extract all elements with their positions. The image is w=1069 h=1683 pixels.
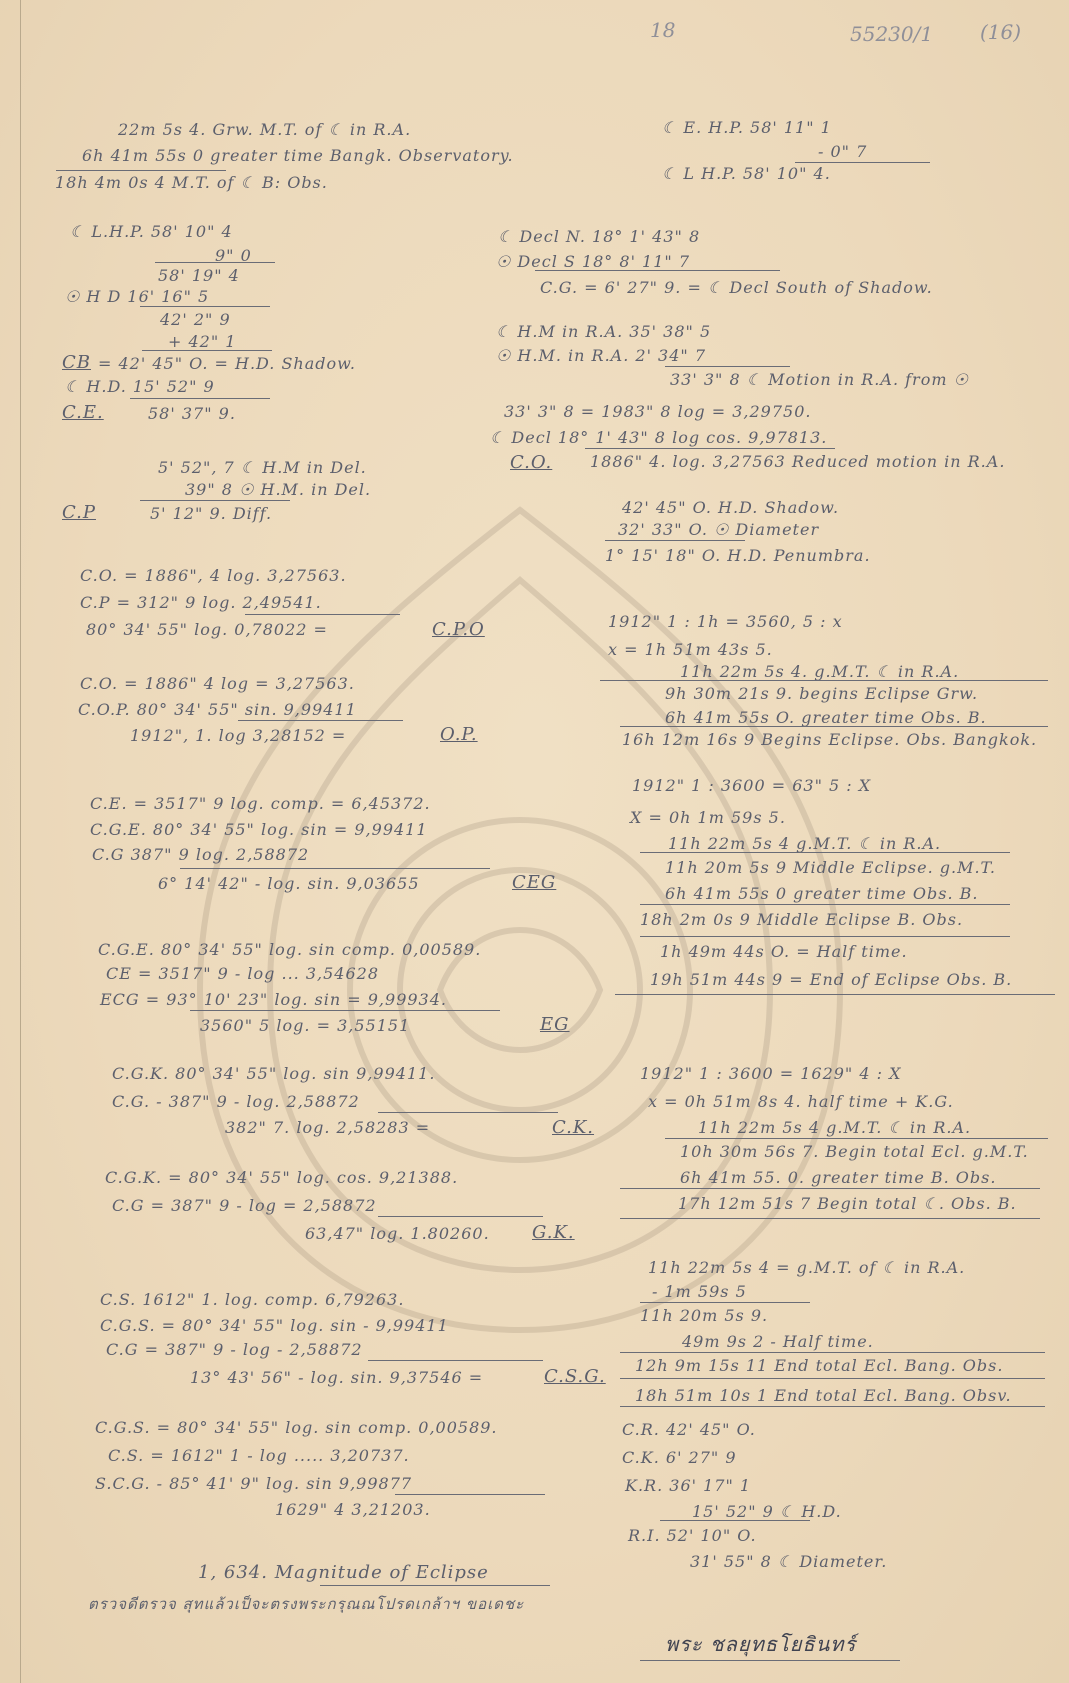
text-line: 6° 14' 42" - log. sin. 9,03655 — [158, 874, 420, 893]
text-line: 9h 30m 21s 9. begins Eclipse Grw. — [665, 684, 979, 703]
text-line: 1912" 1 : 3600 = 1629" 4 : X — [640, 1064, 902, 1083]
text-line: 63,47" log. 1.80260. — [305, 1224, 490, 1243]
text-line: C.G. - 387" 9 - log. 2,58872 — [112, 1092, 360, 1111]
text-line: ☾ L.H.P. 58' 10" 4 — [70, 222, 233, 241]
text-line: C.O. = 1886" 4 log = 3,27563. — [80, 674, 355, 693]
underline — [615, 994, 1055, 995]
text-line: C.G = 387" 9 - log = 2,58872 — [112, 1196, 377, 1215]
text-line: 80° 34' 55" log. 0,78022 = — [86, 620, 328, 639]
text-line: 1886" 4. log. 3,27563 Reduced motion in R.A. — [590, 452, 1006, 471]
underline — [605, 540, 745, 541]
text-line: 1° 15' 18" O. H.D. Penumbra. — [605, 546, 871, 565]
text-line: 49m 9s 2 - Half time. — [682, 1332, 874, 1351]
text-line: 11h 22m 5s 4. g.M.T. ☾ in R.A. — [680, 662, 960, 681]
underline — [368, 1360, 543, 1361]
text-line: 15' 52" 9 ☾ H.D. — [692, 1502, 842, 1521]
text-line: 5' 12" 9. Diff. — [150, 504, 273, 523]
label-eg: EG — [540, 1014, 570, 1035]
text-line: 33' 3" 8 ☾ Motion in R.A. from ☉ — [670, 370, 969, 389]
underline — [620, 1378, 1045, 1379]
text-line: C.G.K. = 80° 34' 55" log. cos. 9,21388. — [105, 1168, 459, 1187]
margin-rule — [20, 0, 21, 1683]
label-cpo: C.P.O — [432, 619, 485, 640]
text-line: 31' 55" 8 ☾ Diameter. — [690, 1552, 888, 1571]
label-ck: C.K. — [552, 1117, 595, 1138]
underline — [535, 270, 780, 271]
text-line: 1912", 1. log 3,28152 = — [130, 726, 347, 745]
underline — [620, 1188, 1040, 1189]
text-line: 5' 52", 7 ☾ H.M in Del. — [158, 458, 367, 477]
text-line: C.G.K. 80° 34' 55" log. sin 9,99411. — [112, 1064, 436, 1083]
text-line: - 0" 7 — [818, 142, 868, 161]
text-line: C.O. = 1886", 4 log. 3,27563. — [80, 566, 347, 585]
thai-note: ตรวจดีตรวจ สุทแล้วเป็จะตรงพระกรุณณโปรดเกล้าฯ ขอเดชะ — [88, 1595, 525, 1613]
text-line: C.G 387" 9 log. 2,58872 — [92, 845, 310, 864]
text-line: 19h 51m 44s 9 = End of Eclipse Obs. B. — [650, 970, 1013, 989]
text-line: ☉ H.M. in R.A. 2' 34" 7 — [496, 346, 707, 365]
text-line: 3560" 5 log. = 3,55151 — [200, 1016, 411, 1035]
text-line: 18h 51m 10s 1 End total Ecl. Bang. Obsv. — [635, 1386, 1012, 1405]
text-line: + 42" 1 — [168, 332, 237, 351]
text-line: ☾ L H.P. 58' 10" 4. — [662, 164, 831, 183]
text-line: 10h 30m 56s 7. Begin total Ecl. g.M.T. — [680, 1142, 1029, 1161]
text-line: ☾ Decl 18° 1' 43" 8 log cos. 9,97813. — [490, 428, 828, 447]
label-co: C.O. — [510, 452, 553, 473]
text-line: 1912" 1 : 1h = 3560, 5 : x — [608, 612, 843, 631]
sheet-number: 18 — [650, 18, 676, 42]
underline — [378, 1112, 558, 1113]
text-line: 6h 41m 55s 0 greater time Obs. B. — [665, 884, 979, 903]
underline — [190, 1010, 500, 1011]
text-line: C.G.E. 80° 34' 55" log. sin = 9,99411 — [90, 820, 428, 839]
text-line: 1h 49m 44s O. = Half time. — [660, 942, 908, 961]
underline — [665, 366, 790, 367]
text-line: 18h 4m 0s 4 M.T. of ☾ B: Obs. — [55, 173, 328, 192]
text-line: ☉ Decl S 18° 8' 11" 7 — [496, 252, 691, 271]
text-line: 13° 43' 56" - log. sin. 9,37546 = — [190, 1368, 484, 1387]
text-line: 39" 8 ☉ H.M. in Del. — [185, 480, 372, 499]
page-reference: (16) — [980, 20, 1022, 44]
text-line: ☾ E. H.P. 58' 11" 1 — [662, 118, 832, 137]
text-line: 6h 41m 55. 0. greater time B. Obs. — [680, 1168, 997, 1187]
text-line: C.O.P. 80° 34' 55" sin. 9,99411 — [78, 700, 357, 719]
text-line: 42' 45" O. H.D. Shadow. — [622, 498, 840, 517]
underline — [140, 500, 290, 501]
text-line: ☾ H.M in R.A. 35' 38" 5 — [496, 322, 712, 341]
text-line: 11h 20m 5s 9. — [640, 1306, 769, 1325]
text-line: C.S. = 1612" 1 - log ..... 3,20737. — [108, 1446, 410, 1465]
text-line: K.R. 36' 17" 1 — [625, 1476, 752, 1495]
label-csg: C.S.G. — [544, 1366, 606, 1387]
text-line: ☾ H.D. 15' 52" 9 — [65, 377, 215, 396]
text-line: C.G.E. 80° 34' 55" log. sin comp. 0,00589. — [98, 940, 482, 959]
text-line: ☾ Decl N. 18° 1' 43" 8 — [498, 227, 701, 246]
text-line: - 1m 59s 5 — [652, 1282, 747, 1301]
underline — [140, 306, 270, 307]
text-line: 1629" 4 3,21203. — [275, 1500, 431, 1519]
text-line: C.G.S. = 80° 34' 55" log. sin - 9,99411 — [100, 1316, 449, 1335]
text-line: 18h 2m 0s 9 Middle Eclipse B. Obs. — [640, 910, 964, 929]
underline — [320, 1585, 550, 1586]
text-line: C.G. = 6' 27" 9. = ☾ Decl South of Shadow. — [540, 278, 933, 297]
text-line: C.G.S. = 80° 34' 55" log. sin comp. 0,00589. — [95, 1418, 498, 1437]
text-line: 16h 12m 16s 9 Begins Eclipse. Obs. Bangkok. — [622, 730, 1038, 749]
underline — [600, 680, 1048, 681]
text-line: X = 0h 1m 59s 5. — [630, 808, 786, 827]
text-line: 6h 41m 55s 0 greater time Bangk. Observatory. — [82, 146, 514, 165]
underline — [238, 720, 403, 721]
text-line: 11h 20m 5s 9 Middle Eclipse. g.M.T. — [665, 858, 996, 877]
underline — [620, 1218, 1040, 1219]
text-line: 9" 0 — [215, 246, 252, 265]
text-line: 6h 41m 55s O. greater time Obs. B. — [665, 708, 987, 727]
underline — [620, 726, 1048, 727]
text-line: = 42' 45" O. = H.D. Shadow. — [98, 354, 357, 373]
underline — [640, 936, 1010, 937]
underline — [660, 1520, 810, 1521]
underline — [620, 1406, 1045, 1407]
text-line: 22m 5s 4. Grw. M.T. of ☾ in R.A. — [118, 120, 412, 139]
label-gk: G.K. — [532, 1222, 575, 1243]
label-op: O.P. — [440, 724, 478, 745]
text-line: 58' 37" 9. — [148, 404, 236, 423]
text-line: 32' 33" O. ☉ Diameter — [618, 520, 820, 539]
signature: พระ ชลยุทธโยธินทร์ — [665, 1632, 857, 1656]
underline — [640, 1302, 810, 1303]
text-line: C.P = 312" 9 log. 2,49541. — [80, 593, 322, 612]
text-line: 12h 9m 15s 11 End total Ecl. Bang. Obs. — [635, 1356, 1004, 1375]
underline — [155, 262, 275, 263]
label-cp: C.P — [62, 502, 96, 523]
underline — [620, 1352, 1045, 1353]
text-line: ECG = 93° 10' 23" log. sin = 9,99934. — [100, 990, 447, 1009]
underline — [180, 868, 490, 869]
text-line: R.I. 52' 10" O. — [628, 1526, 757, 1545]
underline — [142, 350, 272, 351]
text-line: C.E. = 3517" 9 log. comp. = 6,45372. — [90, 794, 431, 813]
text-line: C.K. 6' 27" 9 — [622, 1448, 737, 1467]
text-line: 11h 22m 5s 4 g.M.T. ☾ in R.A. — [698, 1118, 972, 1137]
text-line: S.C.G. - 85° 41' 9" log. sin 9,99877 — [95, 1474, 413, 1493]
label-cb: CB — [62, 352, 91, 373]
underline — [665, 1138, 1048, 1139]
underline — [640, 852, 1010, 853]
underline — [795, 162, 930, 163]
text-line: 382" 7. log. 2,58283 = — [225, 1118, 431, 1137]
text-line: 11h 22m 5s 4 g.M.T. ☾ in R.A. — [668, 834, 942, 853]
signature-underline — [640, 1660, 900, 1661]
text-line: 1912" 1 : 3600 = 63" 5 : X — [632, 776, 872, 795]
text-line: 17h 12m 51s 7 Begin total ☾. Obs. B. — [678, 1194, 1017, 1213]
text-line: C.S. 1612" 1. log. comp. 6,79263. — [100, 1290, 405, 1309]
text-line: CE = 3517" 9 - log ... 3,54628 — [106, 964, 380, 983]
underline — [56, 170, 226, 171]
text-line: x = 1h 51m 43s 5. — [608, 640, 773, 659]
underline — [130, 398, 270, 399]
underline — [378, 1216, 543, 1217]
text-line: C.R. 42' 45" O. — [622, 1420, 756, 1439]
underline — [640, 904, 1010, 905]
text-line: 58' 19" 4 — [158, 266, 240, 285]
text-line: 11h 22m 5s 4 = g.M.T. of ☾ in R.A. — [648, 1258, 966, 1277]
label-ce: C.E. — [62, 402, 104, 423]
text-line: 33' 3" 8 = 1983" 8 log = 3,29750. — [504, 402, 812, 421]
underline — [585, 448, 835, 449]
label-ceg: CEG — [512, 872, 557, 893]
text-line: ☉ H D 16' 16" 5 — [65, 287, 210, 306]
archive-reference: 55230/1 — [850, 22, 934, 46]
text-line: C.G = 387" 9 - log - 2,58872 — [106, 1340, 363, 1359]
underline — [395, 1494, 545, 1495]
text-line: 42' 2" 9 — [160, 310, 231, 329]
magnitude-line: 1, 634. Magnitude of Eclipse — [198, 1562, 489, 1583]
text-line: x = 0h 51m 8s 4. half time + K.G. — [648, 1092, 954, 1111]
underline — [245, 614, 400, 615]
